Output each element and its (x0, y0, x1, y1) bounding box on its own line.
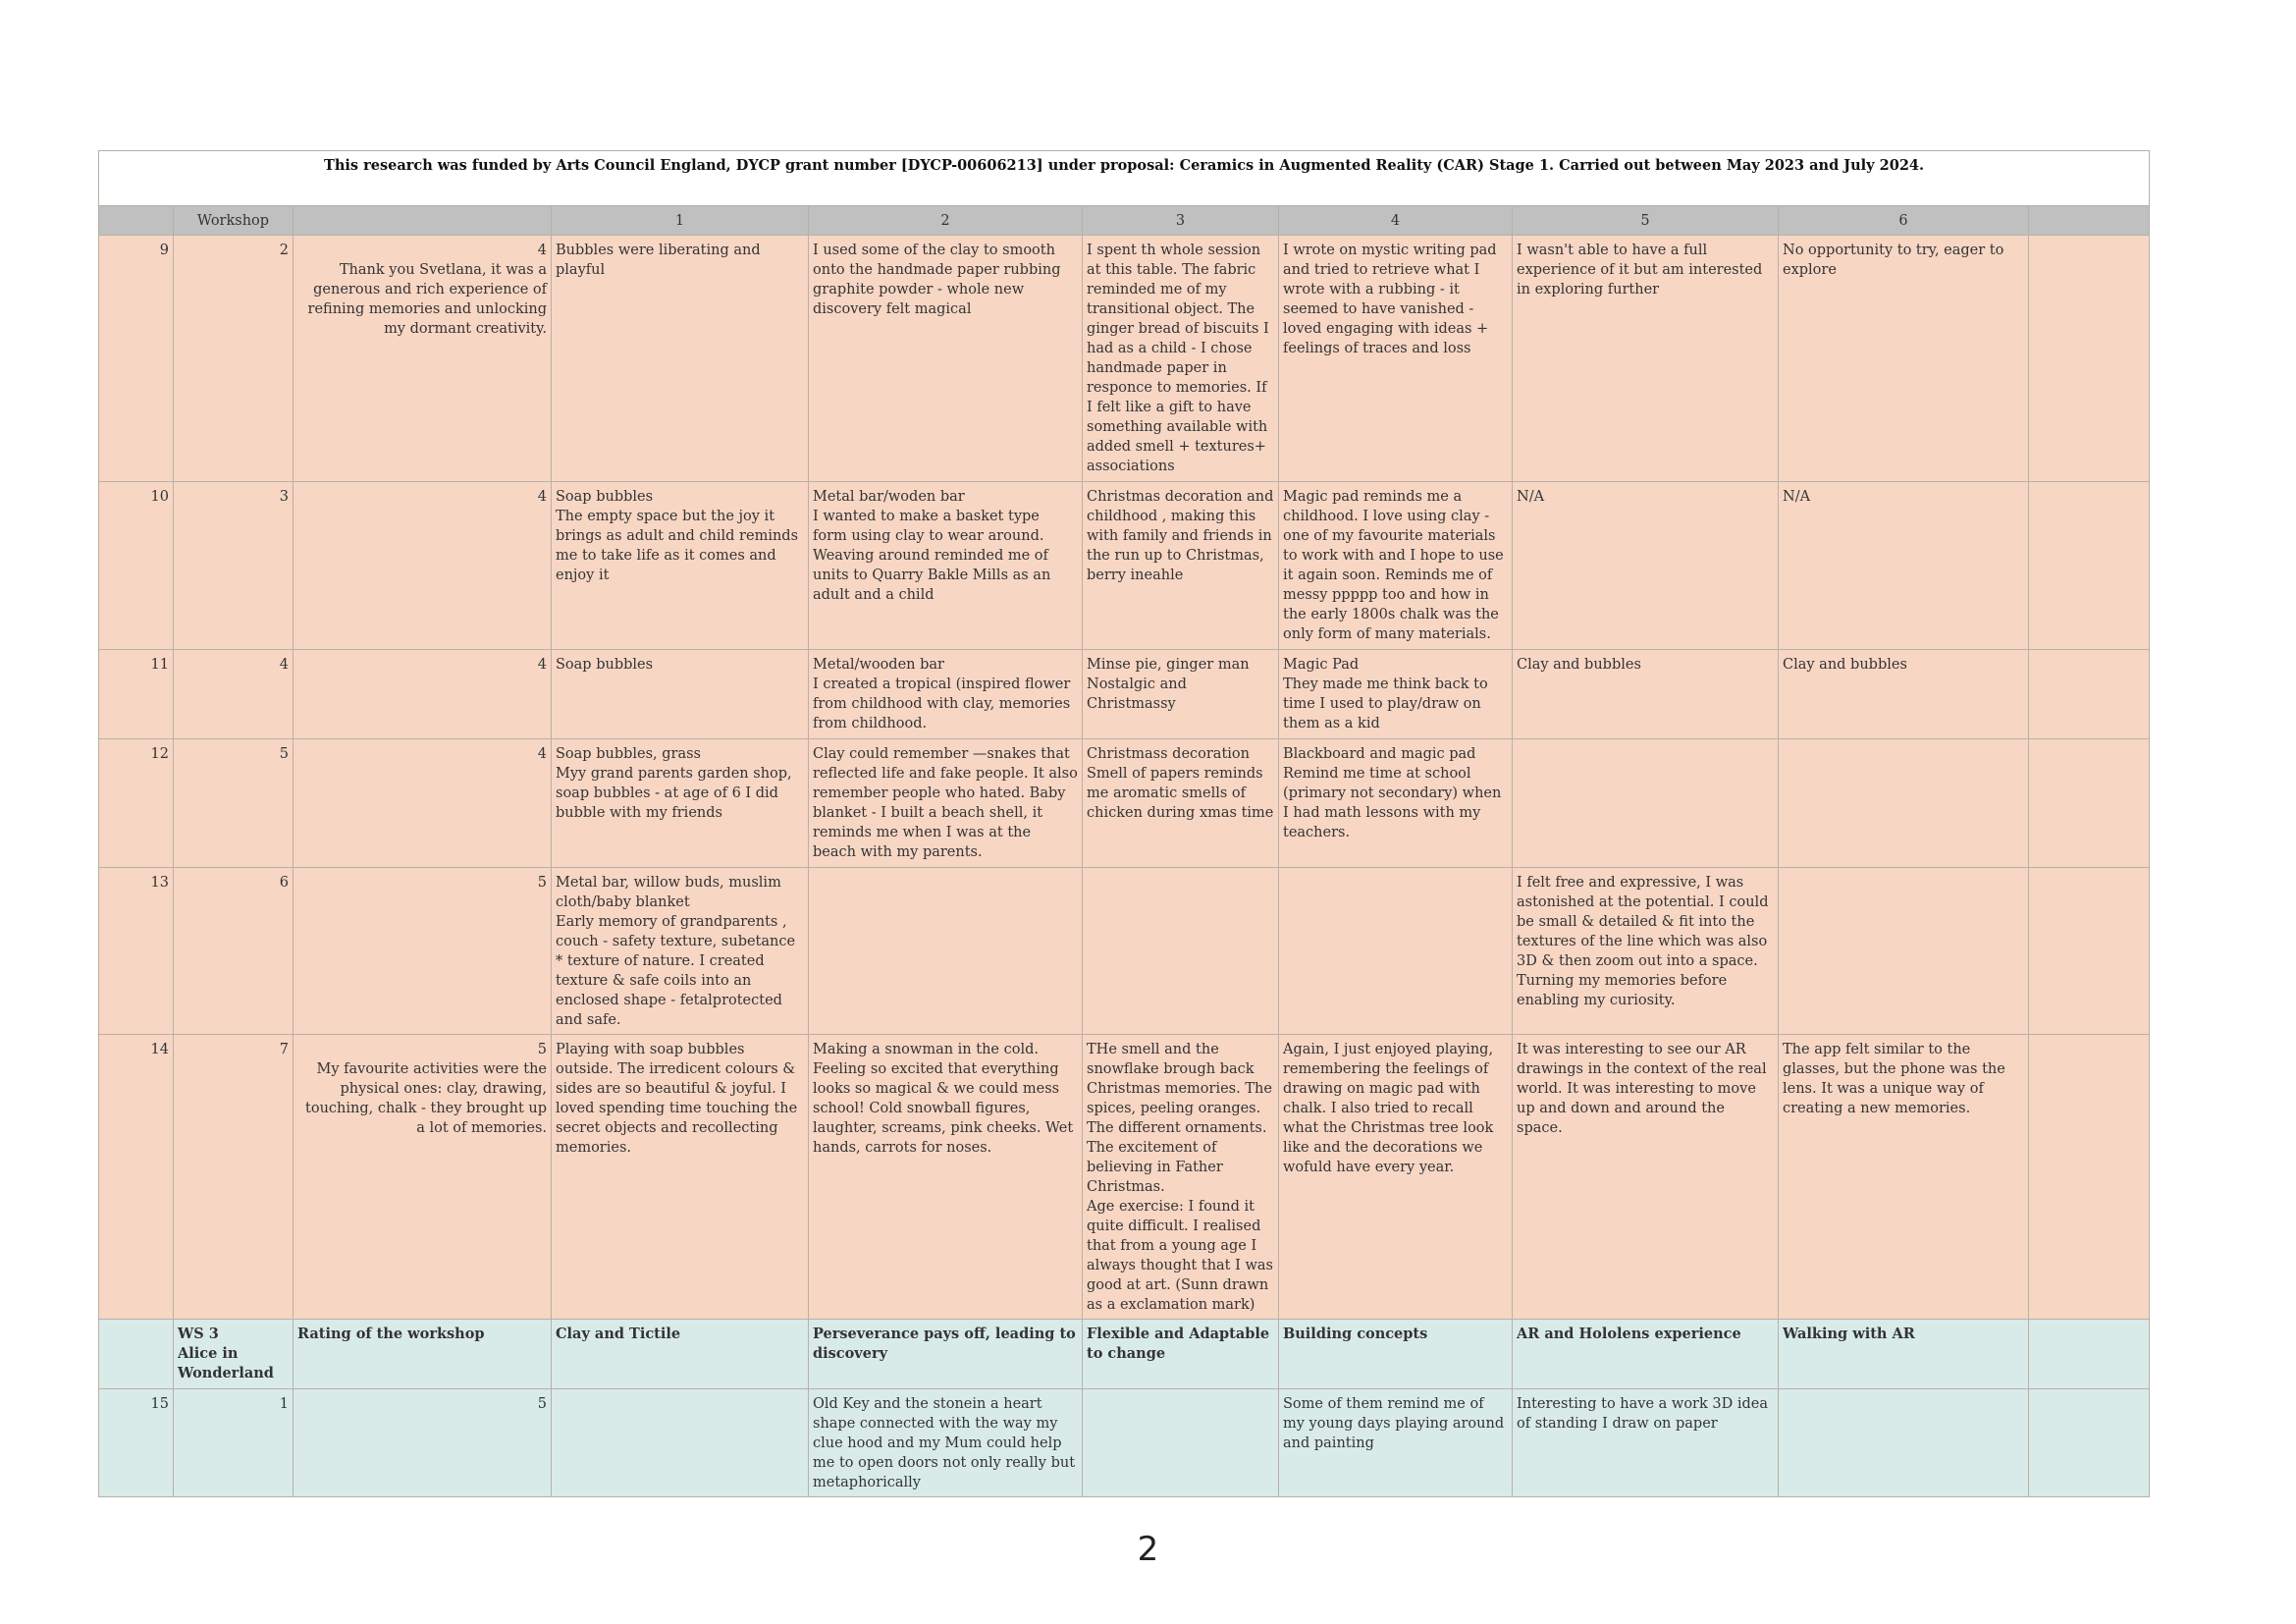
response-cell: THe smell and the snowflake brough back Christmas memories. The spices, peeling oranges. The different ornaments. The excitement of believing in Father Christmas. Age exercise: I found it quite difficult. I realised that from a young age I always thought that I was good at art. (Sunn drawn as a exclamation mark) (1083, 1035, 1279, 1320)
page-number: 2 (1137, 1530, 1159, 1569)
ws3-theme-1: Clay and Tictile (552, 1320, 809, 1389)
row-id: 15 (99, 1389, 174, 1497)
response-cell: It was interesting to see our AR drawings in the context of the real world. It was interesting to move up and down and around the space. (1513, 1035, 1779, 1320)
header-activity-1: 1 (552, 206, 809, 236)
header-activity-3: 3 (1083, 206, 1279, 236)
row-id: 14 (99, 1035, 174, 1320)
header-activity-4: 4 (1279, 206, 1513, 236)
response-cell (552, 1389, 809, 1497)
table-row (99, 236, 2150, 482)
table-row (99, 739, 2150, 868)
empty-cell (2029, 1389, 2150, 1497)
response-cell: Making a snowman in the cold. Feeling so excited that everything looks so magical & we could mess school! Cold snowball figures, laughter, screams, pink cheeks. Wet hands, carrots for noses. (809, 1035, 1083, 1320)
response-cell (1083, 1389, 1279, 1497)
response-cell: I wasn't able to have a full experience of it but am interested in exploring further (1513, 236, 1779, 482)
header-cell (99, 206, 174, 236)
rating-cell: 4 (294, 739, 552, 868)
header-activity-5: 5 (1513, 206, 1779, 236)
survey-table (98, 150, 2150, 1497)
rating-cell: 5 My favourite activities were the physical ones: clay, drawing, touching, chalk - they brought up a lot of memories. (294, 1035, 552, 1320)
header-activity-2: 2 (809, 206, 1083, 236)
ws3-theme-5: AR and Hololens experience (1513, 1320, 1779, 1389)
rating-cell: 4 (294, 482, 552, 650)
response-cell (1779, 739, 2029, 868)
empty-cell (2029, 482, 2150, 650)
workshop-number: 1 (174, 1389, 294, 1497)
ws3-theme-2: Perseverance pays off, leading to discovery (809, 1320, 1083, 1389)
response-cell: N/A (1779, 482, 2029, 650)
response-cell: Old Key and the stonein a heart shape connected with the way my clue hood and my Mum could help me to open doors not only really but metaphorically (809, 1389, 1083, 1497)
funding-note: This research was funded by Arts Council England, DYCP grant number [DYCP-00606213] under proposal: Ceramics in Augmented Reality (CAR) Stage 1. Carried out between May 2023 and July 2024. (99, 151, 2150, 206)
ws3-theme-6: Walking with AR (1779, 1320, 2029, 1389)
empty-cell (2029, 1035, 2150, 1320)
rating-cell: 5 (294, 1389, 552, 1497)
ws3-rating-header: Rating of the workshop (294, 1320, 552, 1389)
response-cell: Playing with soap bubbles outside. The irredicent colours & sides are so beautiful & joyful. I loved spending time touching the secret objects and recollecting memories. (552, 1035, 809, 1320)
row-id: 13 (99, 868, 174, 1035)
table-row (99, 1035, 2150, 1320)
empty-cell (2029, 1320, 2150, 1389)
header-cell (2029, 206, 2150, 236)
response-cell: Magic Pad They made me think back to time I used to play/draw on them as a kid (1279, 650, 1513, 739)
response-cell: Metal bar/woden bar I wanted to make a basket type form using clay to wear around. Weaving around reminded me of units to Quarry Bakle Mills as an adult and a child (809, 482, 1083, 650)
response-cell: The app felt similar to the glasses, but the phone was the lens. It was a unique way of creating a new memories. (1779, 1035, 2029, 1320)
rating-cell: 4 Thank you Svetlana, it was a generous and rich experience of refining memories and unlocking my dormant creativity. (294, 236, 552, 482)
row-id: 9 (99, 236, 174, 482)
workshop-number: 5 (174, 739, 294, 868)
response-cell (1779, 868, 2029, 1035)
response-cell: Metal/wooden bar I created a tropical (inspired flower from childhood with clay, memories from childhood. (809, 650, 1083, 739)
ws3-theme-3: Flexible and Adaptable to change (1083, 1320, 1279, 1389)
response-cell: Soap bubbles (552, 650, 809, 739)
response-cell: Christmass decoration Smell of papers reminds me aromatic smells of chicken during xmas time (1083, 739, 1279, 868)
response-cell (809, 868, 1083, 1035)
response-cell: Clay could remember —snakes that reflected life and fake people. It also remember people who hated. Baby blanket - I built a beach shell, it reminds me when I was at the beach with my parents. (809, 739, 1083, 868)
workshop-number: 2 (174, 236, 294, 482)
column-header-row (99, 206, 2150, 236)
table-row (99, 650, 2150, 739)
row-id: 12 (99, 739, 174, 868)
workshop-number: 6 (174, 868, 294, 1035)
ws3-header-row (99, 1320, 2150, 1389)
row-id: 11 (99, 650, 174, 739)
response-cell: Bubbles were liberating and playful (552, 236, 809, 482)
rating-cell: 4 (294, 650, 552, 739)
response-cell: Minse pie, ginger man Nostalgic and Christmassy (1083, 650, 1279, 739)
response-cell: Soap bubbles, grass Myy grand parents garden shop, soap bubbles - at age of 6 I did bubble with my friends (552, 739, 809, 868)
rating-cell: 5 (294, 868, 552, 1035)
response-cell: Interesting to have a work 3D idea of standing I draw on paper (1513, 1389, 1779, 1497)
response-cell: I spent th whole session at this table. The fabric reminded me of my transitional object. The ginger bread of biscuits I had as a child - I chose handmade paper in responce to memories. If I felt like a gift to have something available with added smell + textures+ associations (1083, 236, 1279, 482)
header-cell (294, 206, 552, 236)
response-cell: Clay and bubbles (1779, 650, 2029, 739)
table-row (99, 482, 2150, 650)
response-cell (1279, 868, 1513, 1035)
response-cell: Soap bubbles The empty space but the joy it brings as adult and child reminds me to take life as it comes and enjoy it (552, 482, 809, 650)
response-cell: Clay and bubbles (1513, 650, 1779, 739)
empty-cell (99, 1320, 174, 1389)
ws3-title: WS 3 Alice in Wonderland (174, 1320, 294, 1389)
empty-cell (2029, 739, 2150, 868)
response-cell: Some of them remind me of my young days playing around and painting (1279, 1389, 1513, 1497)
empty-cell (2029, 868, 2150, 1035)
response-cell: Blackboard and magic pad Remind me time at school (primary not secondary) when I had math lessons with my teachers. (1279, 739, 1513, 868)
workshop-number: 4 (174, 650, 294, 739)
response-cell: Again, I just enjoyed playing, remembering the feelings of drawing on magic pad with chalk. I also tried to recall what the Christmas tree look like and the decorations we wofuld have every year. (1279, 1035, 1513, 1320)
response-cell: Magic pad reminds me a childhood. I love using clay - one of my favourite materials to work with and I hope to use it again soon. Reminds me of messy ppppp too and how in the early 1800s chalk was the only form of many materials. (1279, 482, 1513, 650)
response-cell: I wrote on mystic writing pad and tried to retrieve what I wrote with a rubbing - it seemed to have vanished - loved engaging with ideas + feelings of traces and loss (1279, 236, 1513, 482)
response-cell: Metal bar, willow buds, muslim cloth/baby blanket Early memory of grandparents , couch - safety texture, subetance * texture of nature. I created texture & safe coils into an enclosed shape - fetalprotected and safe. (552, 868, 809, 1035)
response-cell: No opportunity to try, eager to explore (1779, 236, 2029, 482)
funding-banner-row (99, 151, 2150, 206)
empty-cell (2029, 236, 2150, 482)
workshop-number: 3 (174, 482, 294, 650)
workshop-number: 7 (174, 1035, 294, 1320)
header-activity-6: 6 (1779, 206, 2029, 236)
header-workshop: Workshop (174, 206, 294, 236)
row-id: 10 (99, 482, 174, 650)
table-row (99, 1389, 2150, 1497)
ws3-theme-4: Building concepts (1279, 1320, 1513, 1389)
table-row (99, 868, 2150, 1035)
response-cell (1779, 1389, 2029, 1497)
response-cell: I used some of the clay to smooth onto the handmade paper rubbing graphite powder - whole new discovery felt magical (809, 236, 1083, 482)
response-cell: N/A (1513, 482, 1779, 650)
response-cell: I felt free and expressive, I was astonished at the potential. I could be small & detailed & fit into the textures of the line which was also 3D & then zoom out into a space. Turning my memories before enabling my curiosity. (1513, 868, 1779, 1035)
response-cell (1083, 868, 1279, 1035)
empty-cell (2029, 650, 2150, 739)
response-cell: Christmas decoration and childhood , making this with family and friends in the run up to Christmas, berry ineahle (1083, 482, 1279, 650)
response-cell (1513, 739, 1779, 868)
